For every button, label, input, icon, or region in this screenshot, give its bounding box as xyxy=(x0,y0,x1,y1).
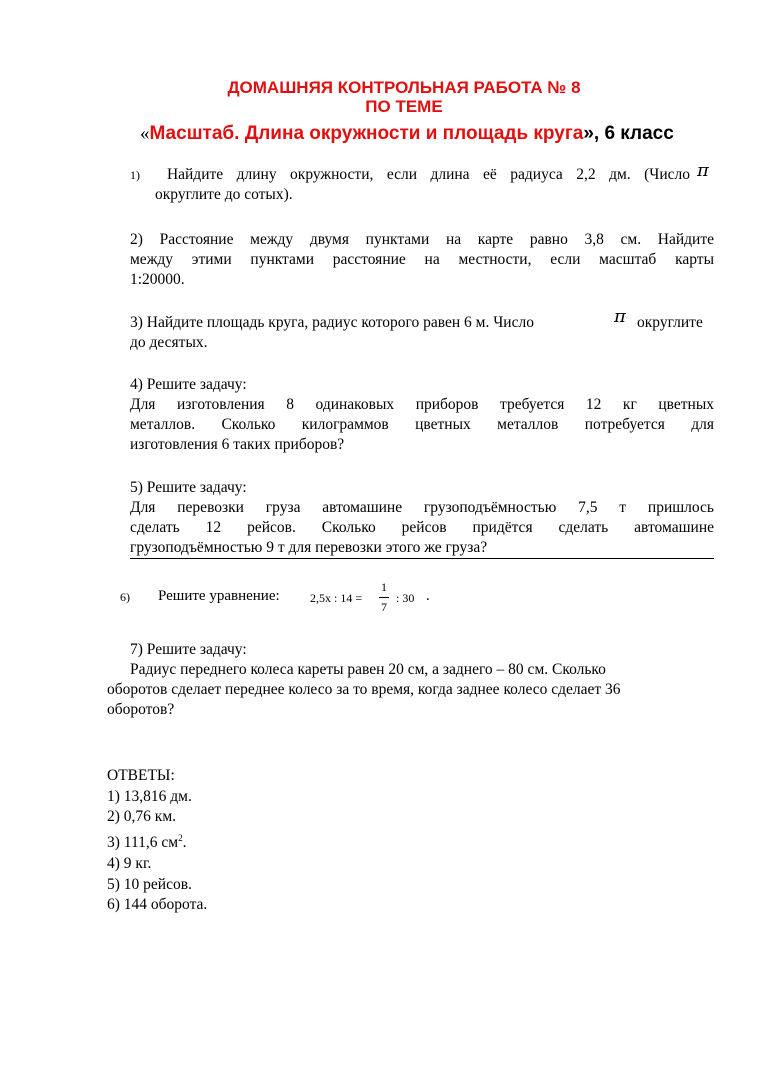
answer-5: 5) 10 рейсов. xyxy=(107,875,192,893)
doc-title-line2: ПО ТЕМЕ xyxy=(365,97,443,116)
task-5-line3: грузоподъёмностью 9 т для перевозки этого же груза? xyxy=(130,539,488,556)
answers-section xyxy=(107,766,207,916)
answer-3-end: . xyxy=(182,834,187,852)
task-5 xyxy=(130,478,714,558)
task-7-line2: оборотов сделает переднее колесо за то время, когда заднее колесо сделает 36 xyxy=(107,681,621,698)
task-1-line2: округлите до сотых). xyxy=(155,186,293,203)
task-3 xyxy=(130,313,714,353)
answer-3 xyxy=(107,828,207,854)
task-2-line1: 2) Расстояние между двумя пунктами на карте равно 3,8 см. Найдите xyxy=(130,231,714,248)
equation-left: 2,5x : 14 = xyxy=(310,591,363,605)
open-quote: « xyxy=(140,123,150,144)
equation-fraction xyxy=(376,580,392,615)
task-3-line2: до десятых. xyxy=(130,334,208,351)
doc-subtitle xyxy=(140,123,674,145)
task-7 xyxy=(107,640,717,720)
task-6-number: 6) xyxy=(120,590,130,604)
equation-end: . xyxy=(426,588,430,604)
task-5-line1: Для перевозки груза автомашине грузоподъёмностью 7,5 т пришлось xyxy=(130,499,714,516)
task-7-line1: Радиус переднего колеса кареты равен 20 см, а заднего – 80 см. Сколько xyxy=(130,661,606,678)
task-7-line3: оборотов? xyxy=(107,701,175,718)
topic-title: Масштаб. Длина окружности и площадь круга xyxy=(149,123,584,144)
answer-6: 6) 144 оборота. xyxy=(107,896,208,914)
pi-symbol-1: π xyxy=(697,160,709,181)
task-2-line2: между этими пунктами расстояние на местности, если масштаб карты xyxy=(130,251,714,268)
task-5-heading: 5) Решите задачу: xyxy=(130,479,247,496)
task-2 xyxy=(130,230,714,290)
grade-label: », 6 класс xyxy=(583,123,674,144)
task-1 xyxy=(130,165,690,205)
answer-4: 4) 9 кг. xyxy=(107,854,152,872)
answer-1: 1) 13,816 дм. xyxy=(107,787,192,805)
doc-title-line1: ДОМАШНЯЯ КОНТРОЛЬНАЯ РАБОТА № 8 xyxy=(227,78,581,97)
pi-symbol-2: π xyxy=(614,306,626,327)
fraction-bar xyxy=(379,597,389,598)
fraction-denominator: 7 xyxy=(381,600,387,614)
task-3-line1b: округлите xyxy=(637,314,703,331)
divider-line xyxy=(130,558,714,559)
task-4-line1: Для изготовления 8 одинаковых приборов требуется 12 кг цветных xyxy=(130,396,714,413)
task-7-heading: 7) Решите задачу: xyxy=(130,641,247,658)
answer-3-sup: 2 xyxy=(178,833,183,844)
task-3-line1a: 3) Найдите площадь круга, радиус которого равен 6 м. Число xyxy=(130,314,534,331)
task-2-line3: 1:20000. xyxy=(130,271,185,288)
fraction-numerator: 1 xyxy=(381,580,387,594)
task-1-number: 1) xyxy=(130,168,140,182)
task-4 xyxy=(130,375,714,455)
task-1-line1: Найдите длину окружности, если длина её радиуса 2,2 дм. (Число xyxy=(166,166,691,183)
task-5-line2: сделать 12 рейсов. Сколько рейсов придётся сделать автомашине xyxy=(130,519,714,536)
answers-heading: ОТВЕТЫ: xyxy=(107,767,175,784)
task-6-label: Решите уравнение: xyxy=(158,588,280,604)
task-4-line3: изготовления 6 таких приборов? xyxy=(130,436,345,453)
equation-right: : 30 xyxy=(396,591,415,605)
task-4-heading: 4) Решите задачу: xyxy=(130,376,247,393)
answer-2: 2) 0,76 км. xyxy=(107,808,177,826)
answer-3-text: 3) 111,6 см xyxy=(107,834,179,852)
task-4-line2: металлов. Сколько килограммов цветных металлов потребуется для xyxy=(130,416,714,433)
